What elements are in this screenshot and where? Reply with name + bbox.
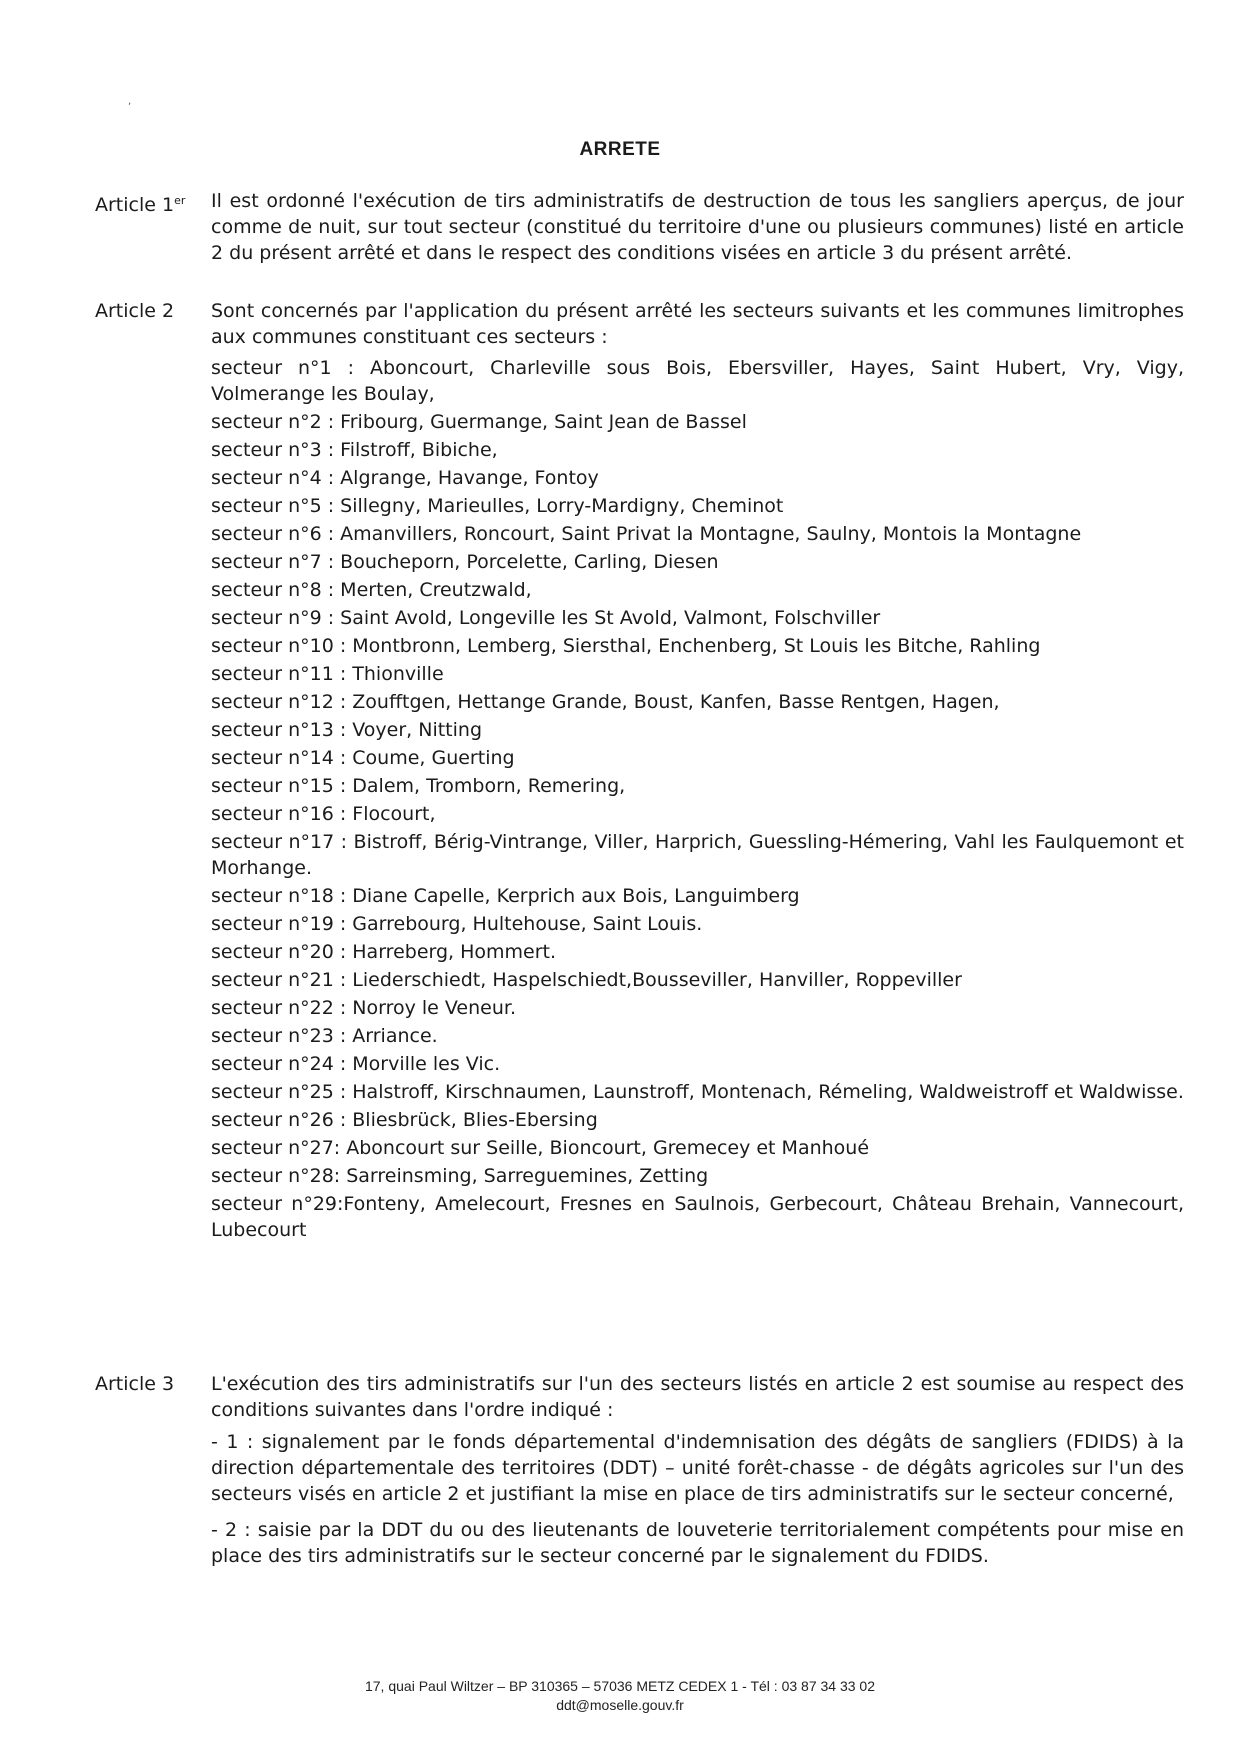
sector-item: secteur n°11 : Thionville: [211, 663, 444, 685]
article-1-label: [94, 188, 211, 218]
article-1-label-sup: er: [174, 194, 186, 207]
sector-item: secteur n°8 : Merten, Creutzwald,: [211, 579, 532, 601]
sector-item: secteur n°26 : Bliesbrück, Blies-Ebersing: [211, 1109, 598, 1131]
article-1-body: [211, 188, 1184, 266]
sector-item: secteur n°1 : Aboncourt, Charleville sous Bois, Ebersviller, Hayes, Saint Hubert, Vry, Vigy, Volmerange les Boulay,: [211, 357, 1184, 405]
footer-email: ddt@moselle.gouv.fr: [556, 1697, 684, 1713]
sector-item: secteur n°12 : Zoufftgen, Hettange Grande, Boust, Kanfen, Basse Rentgen, Hagen,: [211, 691, 1000, 713]
article-3-body: [211, 1371, 1184, 1569]
sector-item: secteur n°21 : Liederschiedt, Haspelschiedt,Bousseviller, Hanviller, Roppeviller: [211, 969, 962, 991]
sector-item: secteur n°4 : Algrange, Havange, Fontoy: [211, 467, 599, 489]
article-1-text: Il est ordonné l'exécution de tirs administratifs de destruction de tous les sangliers aperçus, de jour comme de nuit, sur tout secteur (constitué du territoire d'une ou plusieurs communes) listé en article 2 du présent arrêté et dans le respect des conditions visées en article 3 du présent arrêté.: [211, 190, 1184, 264]
sector-item: secteur n°14 : Coume, Guerting: [211, 747, 515, 769]
sector-item: secteur n°20 : Harreberg, Hommert.: [211, 941, 557, 963]
page-footer: [0, 1677, 1240, 1715]
scan-mark: ,: [128, 96, 132, 107]
sector-item: secteur n°24 : Morville les Vic.: [211, 1053, 501, 1075]
article-2: [94, 298, 1184, 1244]
condition-item: - 1 : signalement par le fonds départemental d'indemnisation des dégâts de sangliers (FDIDS) à la direction départementale des territoires (DDT) – unité forêt-chasse - de dégâts agricoles sur l'un des secteurs visés en article 2 et justifiant la mise en place de tirs administratifs sur le secteur concerné,: [211, 1431, 1184, 1505]
sector-item: secteur n°13 : Voyer, Nitting: [211, 719, 483, 741]
sector-item: secteur n°25 : Halstroff, Kirschnaumen, Launstroff, Montenach, Rémeling, Waldweistroff et Waldwisse.: [211, 1081, 1184, 1103]
article-3-label: Article 3: [95, 1373, 175, 1395]
article-3-intro: L'exécution des tirs administratifs sur l'un des secteurs listés en article 2 est soumise au respect des conditions suivantes dans l'ordre indiqué :: [211, 1373, 1184, 1421]
article-1-label-main: Article 1: [95, 194, 175, 216]
sector-item: secteur n°28: Sarreinsming, Sarreguemines, Zetting: [211, 1165, 709, 1187]
sector-item: secteur n°18 : Diane Capelle, Kerprich aux Bois, Languimberg: [211, 885, 800, 907]
sector-item: secteur n°17 : Bistroff, Bérig-Vintrange, Viller, Harprich, Guessling-Hémering, Vahl les Faulquemont et Morhange.: [211, 831, 1184, 879]
sector-item: secteur n°5 : Sillegny, Marieulles, Lorry-Mardigny, Cheminot: [211, 495, 784, 517]
article-3: [94, 1371, 1184, 1569]
sector-item: secteur n°9 : Saint Avold, Longeville les St Avold, Valmont, Folschviller: [211, 607, 881, 629]
sector-item: secteur n°7 : Boucheporn, Porcelette, Carling, Diesen: [211, 551, 719, 573]
sector-list: [211, 354, 1184, 1244]
sector-item: secteur n°15 : Dalem, Tromborn, Remering,: [211, 775, 626, 797]
sector-item: secteur n°16 : Flocourt,: [211, 803, 436, 825]
sector-item: secteur n°23 : Arriance.: [211, 1025, 438, 1047]
article-2-body: [211, 298, 1184, 1244]
sector-item: secteur n°2 : Fribourg, Guermange, Saint Jean de Bassel: [211, 411, 747, 433]
article-2-intro: Sont concernés par l'application du présent arrêté les secteurs suivants et les communes limitrophes aux communes constituant ces secteurs :: [211, 300, 1184, 348]
sector-item: secteur n°10 : Montbronn, Lemberg, Siersthal, Enchenberg, St Louis les Bitche, Rahling: [211, 635, 1041, 657]
article-2-label: Article 2: [95, 300, 175, 322]
sector-item: secteur n°29:Fonteny, Amelecourt, Fresnes en Saulnois, Gerbecourt, Château Brehain, Vannecourt, Lubecourt: [211, 1193, 1184, 1241]
sector-item: secteur n°22 : Norroy le Veneur.: [211, 997, 516, 1019]
page-title: ARRETE: [579, 139, 661, 160]
article-1: [94, 188, 1184, 266]
sector-item: secteur n°3 : Filstroff, Bibiche,: [211, 439, 498, 461]
footer-address: 17, quai Paul Wiltzer – BP 310365 – 57036 METZ CEDEX 1 - Tél : 03 87 34 33 02: [364, 1678, 875, 1694]
condition-item: - 2 : saisie par la DDT du ou des lieutenants de louveterie territorialement compétents pour mise en place des tirs administratifs sur le secteur concerné par le signalement du FDIDS.: [211, 1519, 1184, 1567]
sector-item: secteur n°19 : Garrebourg, Hultehouse, Saint Louis.: [211, 913, 703, 935]
sector-item: secteur n°6 : Amanvillers, Roncourt, Saint Privat la Montagne, Saulny, Montois la Montagne: [211, 523, 1082, 545]
sector-item: secteur n°27: Aboncourt sur Seille, Bioncourt, Gremecey et Manhoué: [211, 1137, 870, 1159]
